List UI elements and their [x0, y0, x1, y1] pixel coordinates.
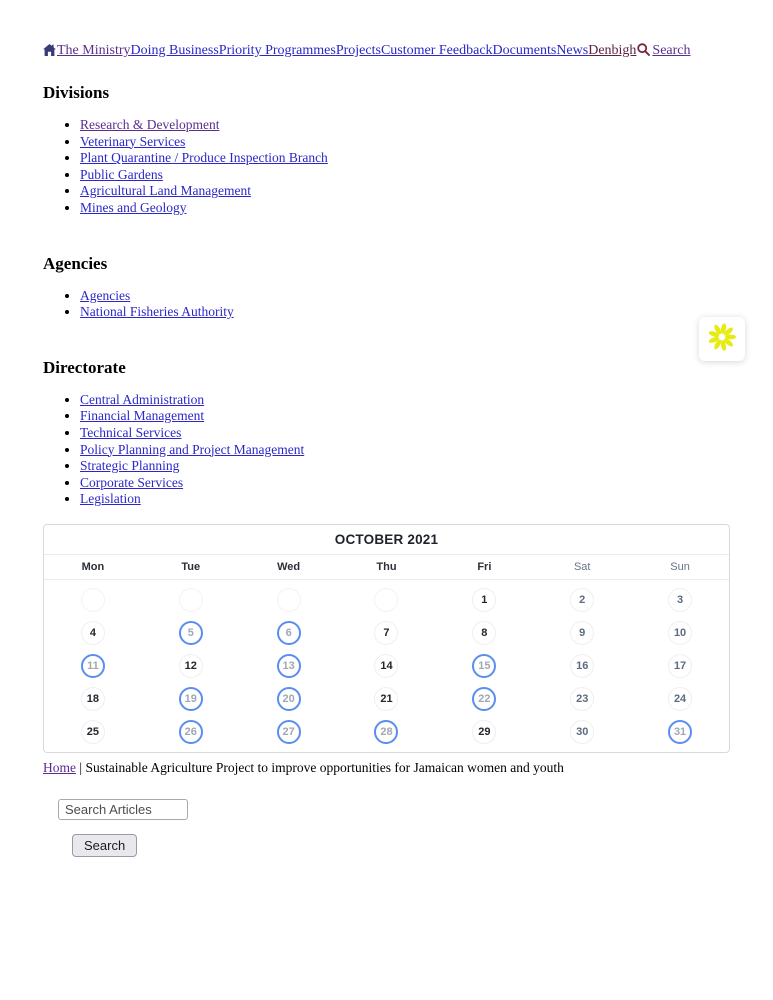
- calendar-day-31-event[interactable]: 31: [631, 716, 729, 749]
- calendar-day-13-event[interactable]: 13: [240, 650, 338, 683]
- list-item: [80, 408, 730, 425]
- directorate-link-financial-management[interactable]: Financial Management: [80, 408, 205, 424]
- calendar-day-11-event[interactable]: 11: [44, 650, 142, 683]
- calendar-day-27-event[interactable]: 27: [240, 716, 338, 749]
- calendar-day-20-event[interactable]: 20: [240, 683, 338, 716]
- nav-link-priority-programmes[interactable]: Priority Programmes: [218, 43, 336, 58]
- calendar-day-8[interactable]: 8: [435, 617, 533, 650]
- calendar-day-16[interactable]: 16: [533, 650, 631, 683]
- nav-link-customer-feedback[interactable]: Customer Feedback: [380, 43, 493, 58]
- day-header-fri: Fri: [477, 560, 492, 573]
- list-item: [80, 288, 730, 305]
- agency-link-agencies[interactable]: Agencies: [80, 287, 131, 303]
- calendar-day-22-event[interactable]: 22: [435, 683, 533, 716]
- directorate-link-technical-services[interactable]: Technical Services: [80, 424, 182, 440]
- list-item: [80, 491, 730, 508]
- breadcrumb-separator: |: [79, 759, 83, 775]
- page-title: Sustainable Agriculture Project to improve opportunities for Jamaican women and youth: [85, 759, 564, 775]
- divisions-list: [43, 117, 730, 217]
- calendar-day-23[interactable]: 23: [533, 683, 631, 716]
- calendar-day-1[interactable]: 1: [435, 584, 533, 617]
- search-articles-input[interactable]: [58, 799, 188, 820]
- division-link-public-gardens[interactable]: Public Gardens: [80, 166, 163, 182]
- calendar-day-18[interactable]: 18: [44, 683, 142, 716]
- breadcrumb: [43, 760, 730, 776]
- calendar-day-28-event[interactable]: 28: [338, 716, 436, 749]
- calendar-day-14[interactable]: 14: [338, 650, 436, 683]
- calendar-day-2[interactable]: 2: [533, 584, 631, 617]
- calendar-day-10[interactable]: 10: [631, 617, 729, 650]
- calendar-day-blank: [44, 584, 142, 617]
- list-item: [80, 183, 730, 200]
- directorate-link-strategic-planning[interactable]: Strategic Planning: [80, 458, 180, 474]
- calendar-day-17[interactable]: 17: [631, 650, 729, 683]
- list-item: [80, 392, 730, 409]
- calendar-day-6-event[interactable]: 6: [240, 617, 338, 650]
- nav-link-doing-business[interactable]: Doing Business: [130, 43, 219, 58]
- calendar-day-blank: [338, 584, 436, 617]
- directorate-heading: Directorate: [43, 357, 126, 377]
- nav-link-projects[interactable]: Projects: [335, 43, 381, 58]
- calendar-month-title: OCTOBER 2021: [44, 525, 729, 555]
- article-search-form: [43, 799, 730, 857]
- day-header-mon: Mon: [81, 560, 105, 573]
- calendar-day-blank: [142, 584, 240, 617]
- division-link-plant-quarantine[interactable]: Plant Quarantine / Produce Inspection Branch: [80, 150, 328, 166]
- division-link-research-development[interactable]: Research & Development: [80, 117, 220, 132]
- calendar-day-blank: [240, 584, 338, 617]
- directorate-link-corporate-services[interactable]: Corporate Services: [80, 474, 184, 490]
- list-item: [80, 425, 730, 442]
- division-link-mines-and-geology[interactable]: Mines and Geology: [80, 199, 187, 215]
- nav-link-documents[interactable]: Documents: [492, 43, 557, 58]
- calendar-day-29[interactable]: 29: [435, 716, 533, 749]
- calendar-day-19-event[interactable]: 19: [142, 683, 240, 716]
- nav-link-search[interactable]: Search: [652, 43, 691, 58]
- list-item: [80, 442, 730, 459]
- calendar-day-15-event[interactable]: 15: [435, 650, 533, 683]
- floating-widget-button[interactable]: [699, 317, 745, 361]
- day-header-tue: Tue: [181, 560, 201, 573]
- division-link-agricultural-land-management[interactable]: Agricultural Land Management: [80, 183, 251, 199]
- list-item: [80, 200, 730, 217]
- calendar-day-21[interactable]: 21: [338, 683, 436, 716]
- day-header-sun: Sun: [670, 560, 690, 573]
- calendar-day-3[interactable]: 3: [631, 584, 729, 617]
- directorate-link-central-administration[interactable]: Central Administration: [80, 391, 205, 407]
- calendar-day-7[interactable]: 7: [338, 617, 436, 650]
- nav-link-denbigh[interactable]: Denbigh: [588, 43, 637, 58]
- calendar-day-26-event[interactable]: 26: [142, 716, 240, 749]
- list-item: [80, 134, 730, 151]
- divisions-heading: Divisions: [43, 83, 110, 102]
- search-icon: [637, 43, 650, 60]
- calendar-day-headers: [44, 555, 729, 580]
- calendar-day-9[interactable]: 9: [533, 617, 631, 650]
- list-item: [80, 167, 730, 184]
- home-link[interactable]: Home: [43, 759, 76, 775]
- calendar-day-5-event[interactable]: 5: [142, 617, 240, 650]
- agency-link-national-fisheries-authority[interactable]: National Fisheries Authority: [80, 304, 234, 320]
- home-icon-link[interactable]: [43, 43, 57, 58]
- directorate-link-legislation[interactable]: Legislation: [80, 491, 141, 507]
- list-item: [80, 475, 730, 492]
- nav-link-the-ministry[interactable]: The Ministry: [57, 43, 131, 58]
- agencies-list: [43, 288, 730, 321]
- search-articles-button[interactable]: Search: [72, 834, 137, 857]
- nav-link-news[interactable]: News: [556, 43, 589, 58]
- calendar-day-12[interactable]: 12: [142, 650, 240, 683]
- calendar-day-30[interactable]: 30: [533, 716, 631, 749]
- day-header-sat: Sat: [573, 560, 591, 573]
- events-calendar: [43, 524, 730, 753]
- list-item: [80, 117, 730, 134]
- calendar-grid: [44, 580, 729, 752]
- agencies-heading: Agencies: [43, 253, 108, 273]
- list-item: [80, 458, 730, 475]
- home-icon: [43, 44, 56, 60]
- top-navigation: [43, 43, 730, 60]
- calendar-day-4[interactable]: 4: [44, 617, 142, 650]
- division-link-veterinary-services[interactable]: Veterinary Services: [80, 133, 186, 149]
- day-header-thu: Thu: [376, 560, 397, 573]
- list-item: [80, 150, 730, 167]
- list-item: [80, 304, 730, 321]
- directorate-list: [43, 392, 730, 508]
- calendar-day-24[interactable]: 24: [631, 683, 729, 716]
- day-header-wed: Wed: [277, 560, 301, 573]
- directorate-link-policy-planning[interactable]: Policy Planning and Project Management: [80, 441, 305, 457]
- asterisk-pinwheel-icon: [707, 322, 737, 357]
- calendar-day-25[interactable]: 25: [44, 716, 142, 749]
